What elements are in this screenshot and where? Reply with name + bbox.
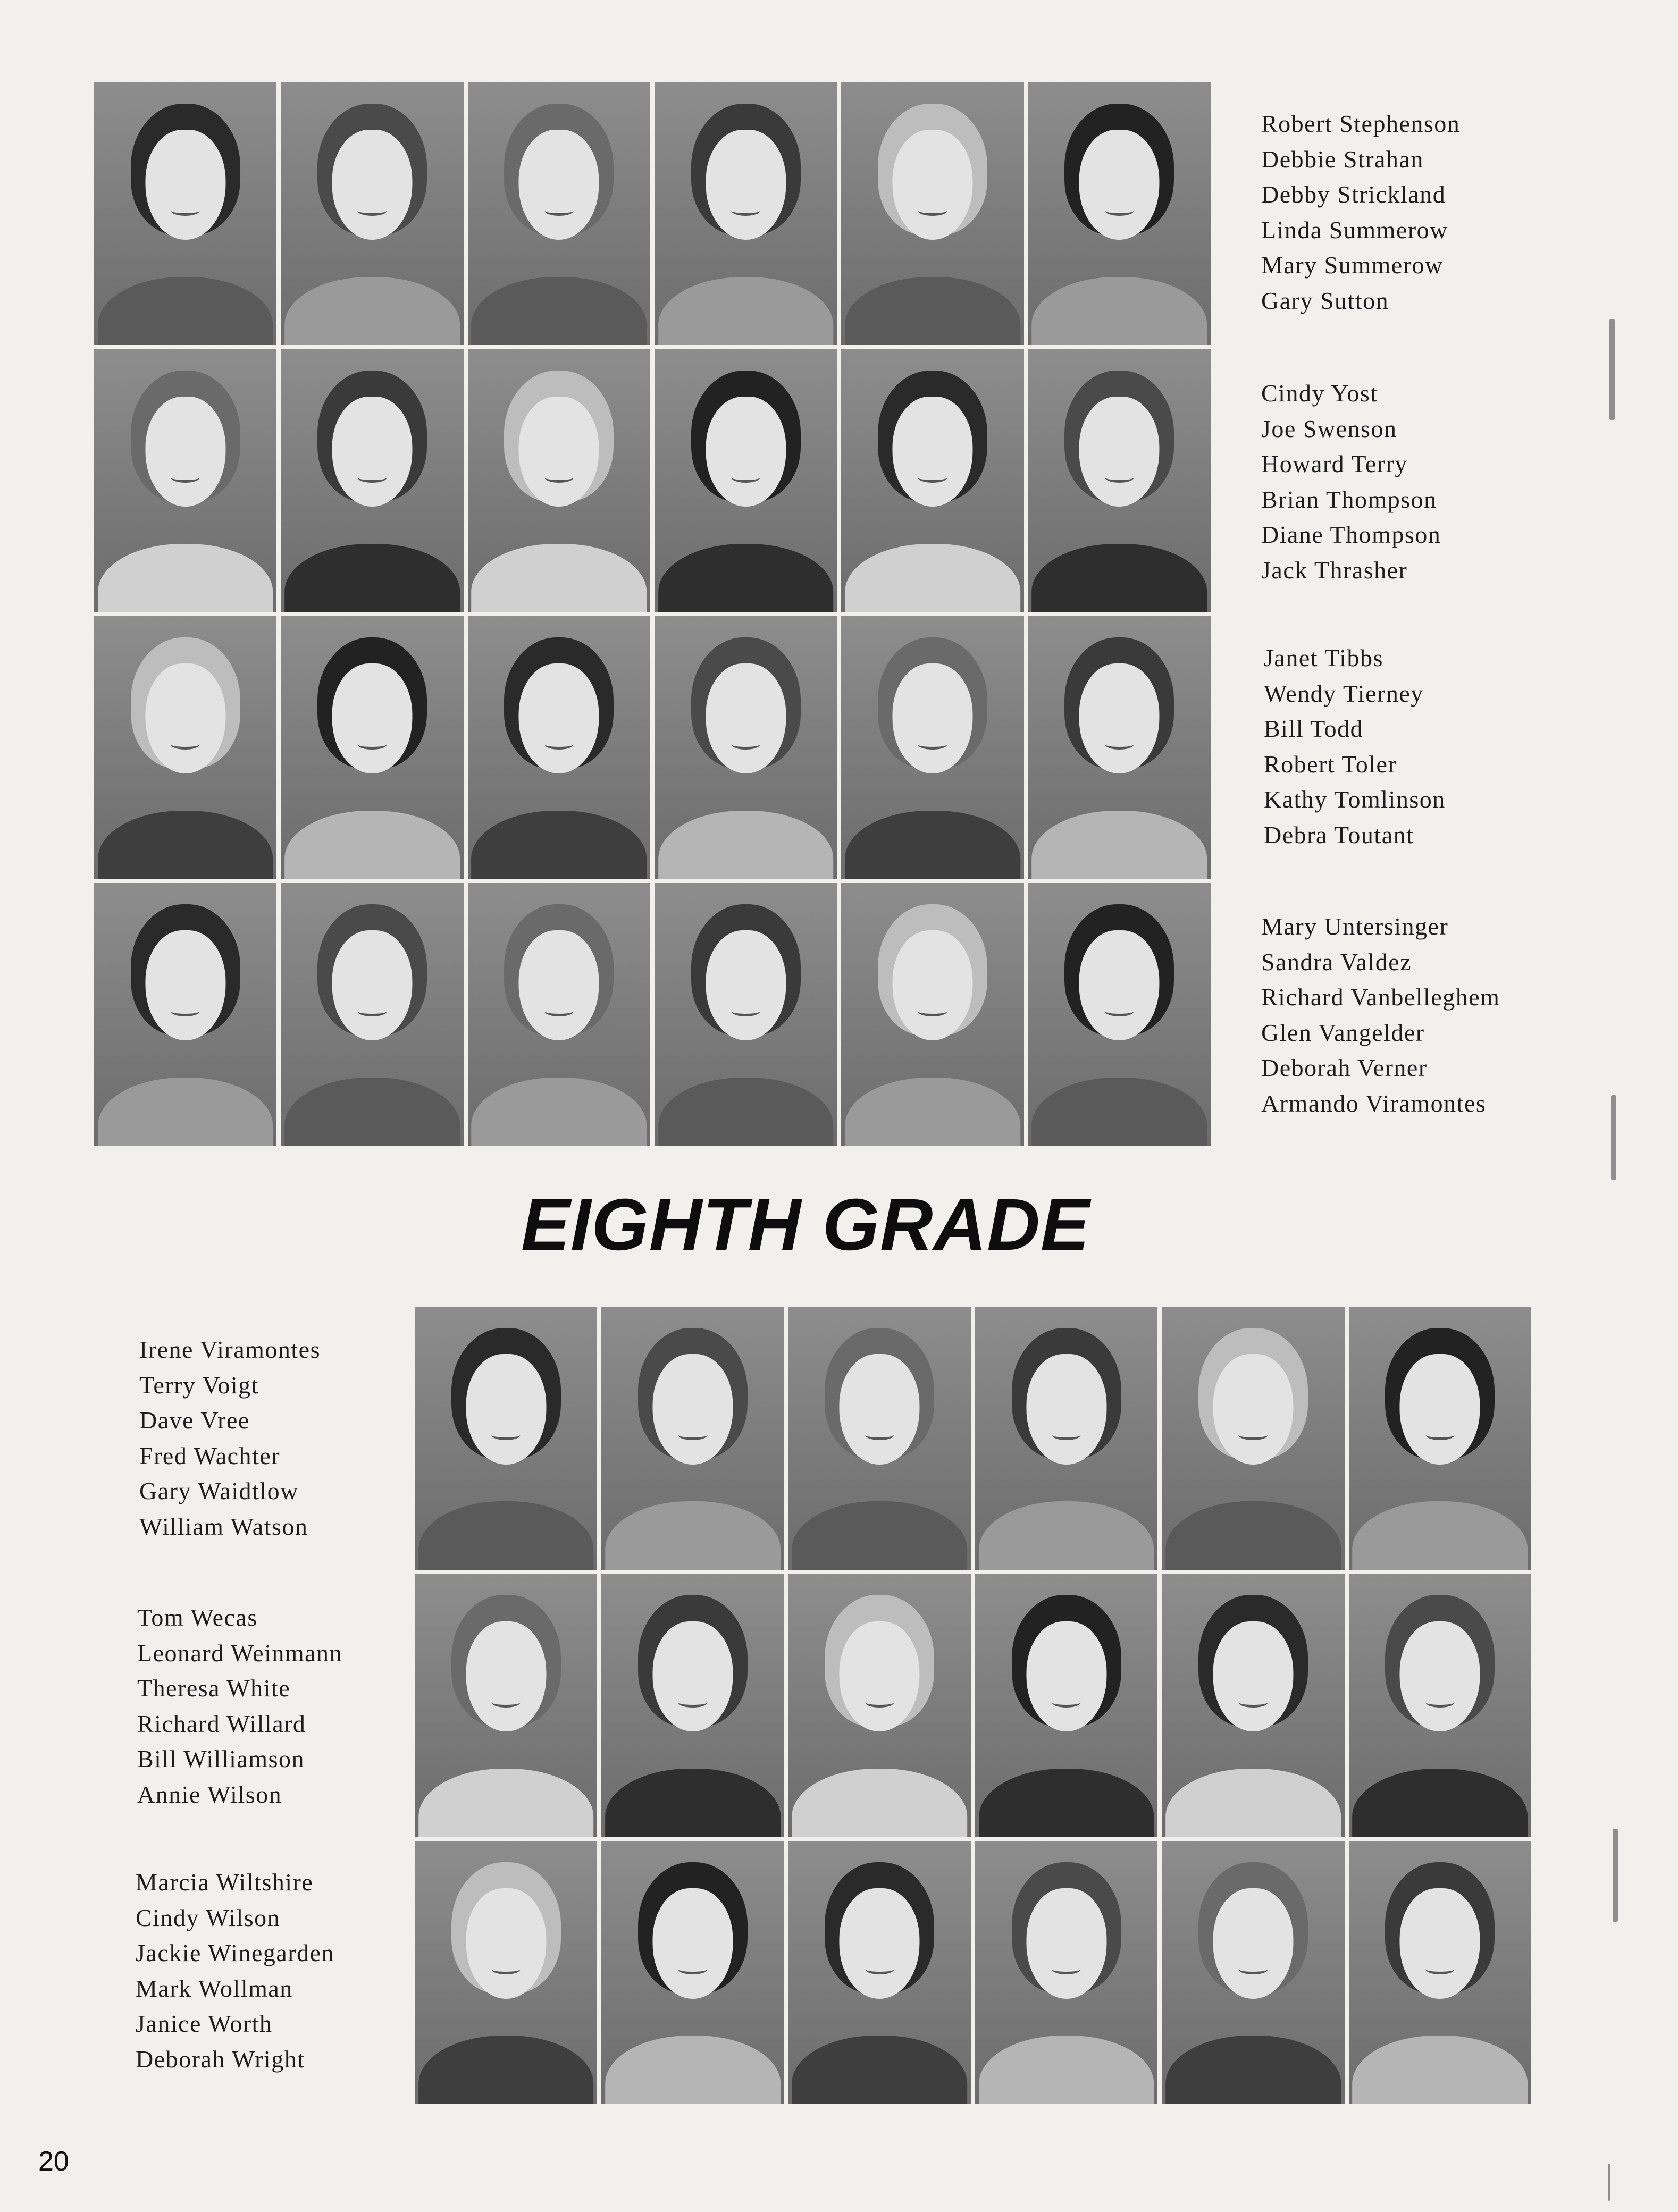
page-number: 20	[38, 2146, 69, 2177]
portrait-face	[1026, 1888, 1106, 1999]
student-name: Debby Strickland	[1261, 181, 1446, 208]
student-portrait	[1162, 1574, 1344, 1837]
student-portrait	[1162, 1841, 1344, 2104]
portrait-shoulders	[284, 277, 460, 345]
student-portrait	[655, 883, 837, 1146]
portrait-shoulders	[98, 544, 273, 612]
portrait-face	[840, 1354, 920, 1465]
student-name: Mary Untersinger	[1261, 913, 1449, 940]
portrait-face	[840, 1888, 920, 1999]
student-name: Wendy Tierney	[1264, 679, 1424, 707]
portrait-shoulders	[472, 1078, 647, 1146]
portrait-shoulders	[845, 811, 1020, 879]
portrait-shoulders	[98, 1078, 273, 1146]
student-portrait	[1028, 82, 1211, 345]
student-name: Joe Swenson	[1261, 415, 1397, 442]
student-name: Gary Sutton	[1261, 287, 1389, 314]
student-name: Cindy Wilson	[136, 1904, 281, 1931]
portrait-face	[652, 1888, 733, 1999]
student-portrait	[655, 616, 837, 879]
portrait-face	[145, 130, 225, 240]
student-portrait	[655, 82, 837, 345]
portrait-face	[706, 930, 786, 1040]
portrait-face	[519, 130, 599, 240]
student-portrait	[468, 616, 650, 879]
student-portrait	[94, 883, 276, 1146]
portrait-face	[1213, 1888, 1293, 1999]
student-portrait	[841, 883, 1023, 1146]
student-portrait	[468, 82, 650, 345]
portrait-face	[145, 397, 225, 507]
portrait-shoulders	[472, 277, 647, 345]
portrait-shoulders	[979, 1501, 1154, 1570]
student-name: Terry Voigt	[139, 1371, 259, 1399]
portrait-shoulders	[1353, 2036, 1528, 2104]
portrait-shoulders	[284, 1078, 460, 1146]
student-name: William Watson	[139, 1512, 308, 1540]
portrait-shoulders	[98, 811, 273, 879]
student-portrait	[415, 1841, 597, 2104]
student-portrait	[1349, 1841, 1531, 2104]
portrait-face	[706, 397, 786, 507]
portrait-shoulders	[605, 1501, 781, 1570]
student-portrait	[1162, 1307, 1344, 1570]
student-name: Kathy Tomlinson	[1264, 786, 1446, 813]
portrait-shoulders	[1032, 1078, 1207, 1146]
student-portrait	[1028, 349, 1211, 612]
student-portrait	[1349, 1574, 1531, 1837]
student-name: Howard Terry	[1261, 450, 1408, 477]
portrait-shoulders	[979, 2036, 1154, 2104]
student-name: Richard Willard	[137, 1710, 306, 1737]
name-list-top-row-1	[1261, 106, 1460, 318]
student-portrait	[841, 616, 1023, 879]
student-portrait	[281, 883, 463, 1146]
portrait-face	[706, 663, 786, 773]
page-edge-mark	[1608, 2164, 1610, 2201]
student-portrait	[788, 1307, 971, 1570]
portrait-shoulders	[418, 1501, 594, 1570]
student-name: Dave Vree	[139, 1407, 250, 1434]
student-name: Theresa White	[137, 1675, 291, 1702]
student-portrait	[94, 349, 276, 612]
student-name: Robert Toler	[1264, 750, 1397, 778]
student-name: Richard Vanbelleghem	[1261, 983, 1500, 1011]
portrait-face	[332, 663, 412, 773]
student-name: Deborah Verner	[1261, 1054, 1428, 1081]
student-portrait	[601, 1574, 784, 1837]
portrait-face	[1026, 1621, 1106, 1732]
student-portrait	[94, 82, 276, 345]
student-name: Deborah Wright	[136, 2045, 305, 2073]
student-portrait	[281, 616, 463, 879]
student-portrait	[841, 349, 1023, 612]
student-name: Sandra Valdez	[1261, 948, 1412, 975]
portrait-face	[1213, 1354, 1293, 1465]
student-name: Tom Wecas	[137, 1604, 258, 1631]
portrait-face	[1079, 663, 1160, 773]
portrait-shoulders	[284, 544, 460, 612]
student-portrait	[281, 82, 463, 345]
staple	[1613, 1829, 1618, 1922]
student-name: Jackie Winegarden	[136, 1939, 335, 1966]
portrait-face	[1026, 1354, 1106, 1465]
student-portrait	[94, 616, 276, 879]
portrait-shoulders	[845, 1078, 1020, 1146]
student-name: Robert Stephenson	[1261, 110, 1461, 137]
portrait-face	[519, 663, 599, 773]
portrait-shoulders	[605, 2036, 781, 2104]
portrait-face	[519, 930, 599, 1040]
student-name: Marcia Wiltshire	[136, 1869, 314, 1896]
student-portrait	[1028, 883, 1211, 1146]
student-name: Debbie Strahan	[1261, 145, 1424, 173]
portrait-face	[1079, 930, 1160, 1040]
portrait-face	[706, 130, 786, 240]
name-list-bottom-row-2	[137, 1600, 342, 1812]
name-list-top-row-2	[1261, 376, 1441, 588]
student-name: Jack Thrasher	[1261, 556, 1408, 584]
student-portrait	[281, 349, 463, 612]
portrait-face	[652, 1621, 733, 1732]
portrait-shoulders	[605, 1769, 781, 1837]
student-name: Glen Vangelder	[1261, 1019, 1425, 1046]
portrait-shoulders	[1165, 2036, 1341, 2104]
name-list-bottom-row-3	[136, 1865, 334, 2077]
portrait-shoulders	[658, 544, 834, 612]
portrait-shoulders	[658, 811, 834, 879]
portrait-shoulders	[792, 2036, 968, 2104]
portrait-shoulders	[845, 277, 1020, 345]
portrait-face	[892, 663, 972, 773]
student-name: Mark Wollman	[136, 1974, 293, 2002]
student-portrait	[601, 1841, 784, 2104]
portrait-face	[840, 1621, 920, 1732]
student-portrait	[415, 1307, 597, 1570]
portrait-face	[1400, 1621, 1480, 1732]
student-portrait	[788, 1574, 971, 1837]
top-portrait-grid	[94, 82, 1211, 1146]
student-name: Bill Williamson	[137, 1745, 305, 1772]
student-name: Linda Summerow	[1261, 216, 1448, 243]
portrait-shoulders	[472, 811, 647, 879]
student-name: Leonard Weinmann	[137, 1639, 343, 1667]
student-name: Gary Waidtlow	[139, 1477, 299, 1504]
name-list-top-row-3	[1264, 641, 1446, 853]
portrait-face	[1400, 1354, 1480, 1465]
student-portrait	[468, 883, 650, 1146]
portrait-shoulders	[1165, 1501, 1341, 1570]
portrait-face	[145, 663, 225, 773]
portrait-face	[892, 397, 972, 507]
student-name: Annie Wilson	[137, 1780, 282, 1808]
staple	[1611, 1095, 1616, 1180]
student-portrait	[975, 1307, 1157, 1570]
portrait-shoulders	[418, 2036, 594, 2104]
portrait-shoulders	[1165, 1769, 1341, 1837]
portrait-shoulders	[284, 811, 460, 879]
portrait-shoulders	[418, 1769, 594, 1837]
portrait-shoulders	[845, 544, 1020, 612]
student-name: Bill Todd	[1264, 715, 1364, 742]
student-portrait	[1349, 1307, 1531, 1570]
portrait-face	[466, 1354, 546, 1465]
name-list-bottom-row-1	[139, 1332, 321, 1544]
student-portrait	[415, 1574, 597, 1837]
bottom-portrait-grid	[415, 1307, 1531, 2104]
staple	[1609, 319, 1615, 420]
portrait-shoulders	[472, 544, 647, 612]
student-name: Armando Viramontes	[1261, 1089, 1487, 1117]
portrait-face	[652, 1354, 733, 1465]
portrait-face	[1079, 397, 1160, 507]
student-portrait	[468, 349, 650, 612]
portrait-face	[332, 930, 412, 1040]
section-heading: EIGHTH GRADE	[521, 1184, 1090, 1266]
student-name: Brian Thompson	[1261, 485, 1437, 513]
portrait-shoulders	[1032, 277, 1207, 345]
portrait-shoulders	[979, 1769, 1154, 1837]
portrait-face	[519, 397, 599, 507]
student-name: Diane Thompson	[1261, 521, 1441, 548]
student-portrait	[975, 1574, 1157, 1837]
portrait-shoulders	[658, 277, 834, 345]
student-name: Cindy Yost	[1261, 380, 1378, 407]
portrait-face	[332, 397, 412, 507]
portrait-face	[1079, 130, 1160, 240]
portrait-shoulders	[1032, 811, 1207, 879]
portrait-face	[892, 130, 972, 240]
portrait-shoulders	[1032, 544, 1207, 612]
portrait-face	[332, 130, 412, 240]
portrait-shoulders	[98, 277, 273, 345]
student-portrait	[1028, 616, 1211, 879]
portrait-shoulders	[792, 1769, 968, 1837]
student-portrait	[841, 82, 1023, 345]
student-portrait	[788, 1841, 971, 2104]
portrait-face	[466, 1621, 546, 1732]
student-name: Debra Toutant	[1264, 821, 1414, 848]
student-name: Janet Tibbs	[1264, 644, 1383, 671]
student-name: Fred Wachter	[139, 1442, 281, 1469]
portrait-shoulders	[792, 1501, 968, 1570]
student-portrait	[975, 1841, 1157, 2104]
portrait-face	[1400, 1888, 1480, 1999]
portrait-shoulders	[1353, 1501, 1528, 1570]
portrait-shoulders	[1353, 1769, 1528, 1837]
student-name: Mary Summerow	[1261, 251, 1444, 279]
portrait-face	[145, 930, 225, 1040]
portrait-face	[466, 1888, 546, 1999]
student-portrait	[655, 349, 837, 612]
portrait-shoulders	[658, 1078, 834, 1146]
portrait-face	[892, 930, 972, 1040]
name-list-top-row-4	[1261, 909, 1500, 1121]
portrait-face	[1213, 1621, 1293, 1732]
student-name: Irene Viramontes	[139, 1336, 321, 1363]
student-name: Janice Worth	[136, 2010, 273, 2037]
student-portrait	[601, 1307, 784, 1570]
